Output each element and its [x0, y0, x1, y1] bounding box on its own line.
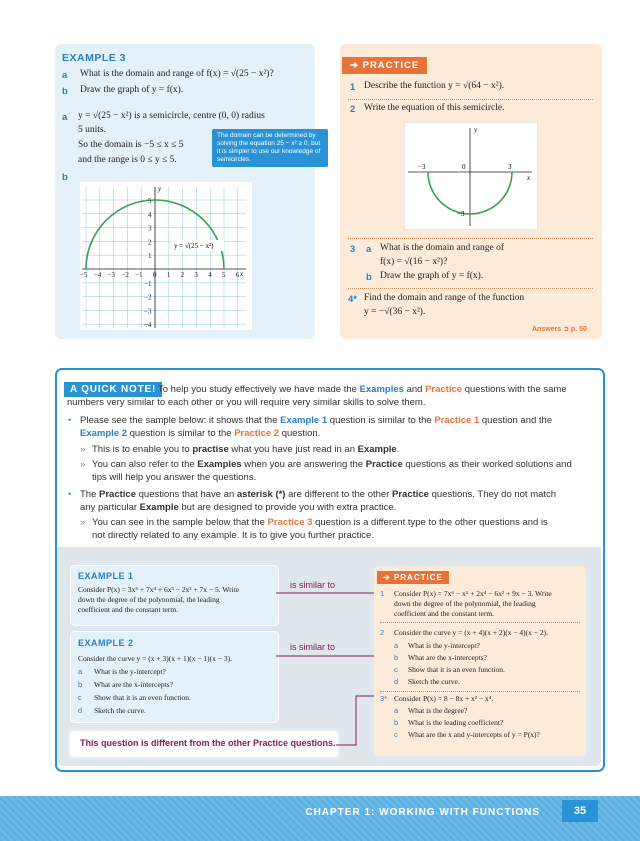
- p2-c-label: c: [394, 665, 398, 674]
- q-a-text: What is the domain and range of f(x) = √(25 − x²)?: [80, 69, 274, 79]
- p2-a: What is the y-intercept?: [408, 641, 480, 650]
- sub3-line1: You can see in the sample below that the Practice 3 question is a different type to the other questions and is: [92, 517, 548, 528]
- y-tick-label: 2: [148, 238, 152, 247]
- y-tick-label: −3: [144, 307, 152, 316]
- p2-b: What are the x-intercepts?: [408, 653, 487, 662]
- bullet-icon: •: [68, 489, 72, 500]
- arrow-icon: ➔: [383, 573, 394, 582]
- ex2-a: What is the y-intercept?: [94, 667, 166, 676]
- footer-bar: [0, 796, 640, 841]
- q-b-text: Draw the graph of y = f(x).: [80, 85, 184, 95]
- tick-3: 3: [508, 163, 512, 171]
- sub2-line1: You can also refer to the Examples when you are answering the Practice questions as their worked solutions and: [92, 459, 572, 470]
- sub-bullet-icon: »: [80, 517, 86, 528]
- p3-a-label: a: [394, 706, 399, 715]
- divider: [348, 99, 593, 100]
- sol-b-label: b: [62, 172, 68, 183]
- tick-y-neg3: −3: [457, 210, 465, 218]
- p3-line1: Consider P(x) = 8 − 8x + x² − x⁴.: [394, 694, 494, 703]
- chapter-title: CHAPTER 1: WORKING WITH FUNCTIONS: [305, 807, 540, 818]
- p2-c: Show that it is an even function.: [408, 665, 505, 674]
- x-tick-label: 0: [153, 271, 157, 279]
- graph-background: [80, 182, 252, 330]
- sample-practice-badge: ➔ PRACTICE: [377, 571, 449, 584]
- bullet2-line2: any particular Example but are designed to provide you with extra practice.: [80, 502, 397, 513]
- quick-note-badge: A QUICK NOTE!: [64, 382, 162, 397]
- sol-a-line4: and the range is 0 ≤ y ≤ 5.: [78, 155, 177, 165]
- y-tick-label: −2: [144, 293, 152, 302]
- ex2-c: Show that it is an even function.: [94, 693, 191, 702]
- p2-line1: Consider the curve y = (x + 4)(x + 2)(x − 4)(x − 2).: [394, 628, 549, 637]
- curve-label: y = √(25 − x²): [174, 242, 214, 250]
- sample-example-1-title: EXAMPLE 1: [78, 571, 134, 581]
- sub-bullet-icon: »: [80, 459, 86, 470]
- p1-line1: Consider P(x) = 7x⁶ − x⁵ + 2x⁴ − 6x² + 9x − 3. Write: [394, 589, 552, 598]
- divider: [348, 238, 593, 239]
- p3-c: What are the x and y-intercepts of y = P(x)?: [408, 730, 540, 739]
- arrow-icon: ➔: [350, 60, 363, 71]
- pq1-num: 1: [350, 82, 356, 93]
- p2-d: Sketch the curve.: [408, 677, 460, 686]
- page-number: 35: [562, 800, 598, 822]
- p2-num: 2: [380, 628, 385, 637]
- ex2-c-label: c: [78, 693, 82, 702]
- p1-num: 1: [380, 589, 385, 598]
- answers-link[interactable]: Answers ➲ p. 50: [532, 326, 587, 333]
- bullet2-line1: The Practice questions that have an asterisk (*) are different to the other Practice questions. They do not match: [80, 489, 557, 500]
- pq4-line2: y = −√(36 − x²).: [364, 307, 426, 317]
- x-tick-label: −1: [135, 271, 143, 279]
- practice-semicircle-graph: [404, 122, 538, 230]
- ex2-b-label: b: [78, 680, 83, 689]
- sol-a-label: a: [62, 112, 68, 123]
- practice-badge: ➔ PRACTICE: [342, 57, 427, 74]
- x-tick-label: −2: [121, 271, 129, 279]
- ex1-line3: coefficient and the constant term.: [78, 605, 179, 614]
- bullet-icon: •: [68, 415, 72, 426]
- p3-c-label: c: [394, 730, 398, 739]
- q-a-label: a: [62, 70, 68, 81]
- tip-note: The domain can be determined by solving the equation 25 − x² ≥ 0, but it is simpler to use our knowledge of semicircles.: [212, 129, 328, 167]
- ex2-b: What are the x-intercepts?: [94, 680, 173, 689]
- sub-bullet-icon: »: [80, 444, 86, 455]
- sol-a-line3: So the domain is −5 ≤ x ≤ 5: [78, 140, 184, 150]
- x-tick-label: 5: [222, 271, 226, 279]
- bullet1-line1: Please see the sample below: it shows that the Example 1 question is similar to the Practice 1 question and the: [80, 415, 553, 426]
- y-tick-label: 1: [148, 252, 152, 261]
- similar-label-2: is similar to: [290, 642, 336, 652]
- sub2-line2: tips will help you answer the questions.: [92, 472, 257, 483]
- pq4-num: 4*: [348, 294, 357, 305]
- pq3a-line1: What is the domain and range of: [380, 243, 504, 253]
- p3-a: What is the degree?: [408, 706, 468, 715]
- p2-b-label: b: [394, 653, 399, 662]
- different-question-text: This question is different from the other Practice questions.: [80, 738, 336, 748]
- x-tick-label: 3: [194, 271, 198, 279]
- ex1-line1: Consider P(x) = 3x⁵ + 7x⁴ + 6x³ − 2x² + 7x − 5. Write: [78, 585, 240, 594]
- x-tick-label: 4: [208, 271, 212, 279]
- similar-label-1: is similar to: [290, 580, 336, 590]
- ex2-line1: Consider the curve y = (x + 3)(x + 1)(x − 1)(x − 3).: [78, 654, 233, 663]
- p1-line2: down the degree of the polynomial, the leading: [394, 599, 536, 608]
- x-tick-label: −3: [107, 271, 116, 279]
- ex2-d: Sketch the curve.: [94, 706, 146, 715]
- sub1: This is to enable you to practise what you have just read in an Example.: [92, 444, 400, 455]
- ex1-line2: down the degree of the polynomial, the leading: [78, 595, 220, 604]
- intro-line1: To help you study effectively we have made the Examples and Practice questions with the same: [158, 384, 567, 395]
- x-tick-label: 2: [180, 271, 185, 279]
- y-tick-label: 4: [148, 210, 152, 219]
- p3-b-label: b: [394, 718, 399, 727]
- semicircle-graph: [80, 182, 252, 330]
- divider: [348, 288, 593, 289]
- practice-y-label: y: [474, 126, 478, 134]
- pq2-text: Write the equation of this semicircle.: [364, 103, 505, 113]
- connector-lines: [276, 560, 386, 760]
- intro-line2: numbers very similar to each other or you will require very similar skills to solve them.: [67, 397, 426, 408]
- sol-a-line2: 5 units.: [78, 125, 106, 135]
- x-tick-label: 6: [235, 271, 240, 279]
- x-tick-label: −5: [80, 271, 88, 279]
- x-tick-label: 1: [166, 271, 171, 279]
- pq4-line1: Find the domain and range of the function: [364, 293, 525, 303]
- y-tick-label: −1: [144, 279, 152, 288]
- pq3-num: 3: [350, 244, 356, 255]
- divider: [380, 691, 580, 692]
- p2-d-label: d: [394, 677, 399, 686]
- pq3a-line2: f(x) = √(16 − x²)?: [380, 257, 448, 267]
- sub3-line2: not directly related to any example. It is to give you further practice.: [92, 530, 374, 541]
- y-tick-label: −4: [144, 321, 152, 330]
- bullet1-line2: Example 2 question is similar to the Practice 2 question.: [80, 428, 321, 439]
- example-3-title: EXAMPLE 3: [62, 52, 127, 64]
- p2-a-label: a: [394, 641, 399, 650]
- x-tick-label: −4: [93, 271, 102, 279]
- pq3b-text: Draw the graph of y = f(x).: [380, 271, 484, 281]
- p3-num: 3*: [380, 694, 388, 703]
- p1-line3: coefficient and the constant term.: [394, 609, 495, 618]
- divider: [380, 622, 580, 623]
- sol-a-line1: y = √(25 − x²) is a semicircle, centre (0, 0) radius: [78, 111, 265, 121]
- pq3b-label: b: [366, 272, 372, 283]
- q-b-label: b: [62, 86, 68, 97]
- tick-neg3: −3: [418, 163, 426, 171]
- y-tick-label: 3: [148, 224, 152, 233]
- y-axis-label: y: [158, 185, 162, 193]
- sample-example-2-title: EXAMPLE 2: [78, 638, 134, 648]
- ex2-a-label: a: [78, 667, 83, 676]
- ex2-d-label: d: [78, 706, 83, 715]
- x-axis-label: x: [240, 270, 244, 278]
- tick-origin: 0: [462, 163, 466, 171]
- p3-b: What is the leading coefficient?: [408, 718, 504, 727]
- pq2-num: 2: [350, 104, 356, 115]
- practice-x-label: x: [527, 174, 531, 182]
- pq1-text: Describe the function y = √(64 − x²).: [364, 81, 505, 91]
- y-tick-label: 5: [148, 197, 152, 205]
- connector-3: [336, 696, 378, 745]
- pq3a-label: a: [366, 244, 372, 255]
